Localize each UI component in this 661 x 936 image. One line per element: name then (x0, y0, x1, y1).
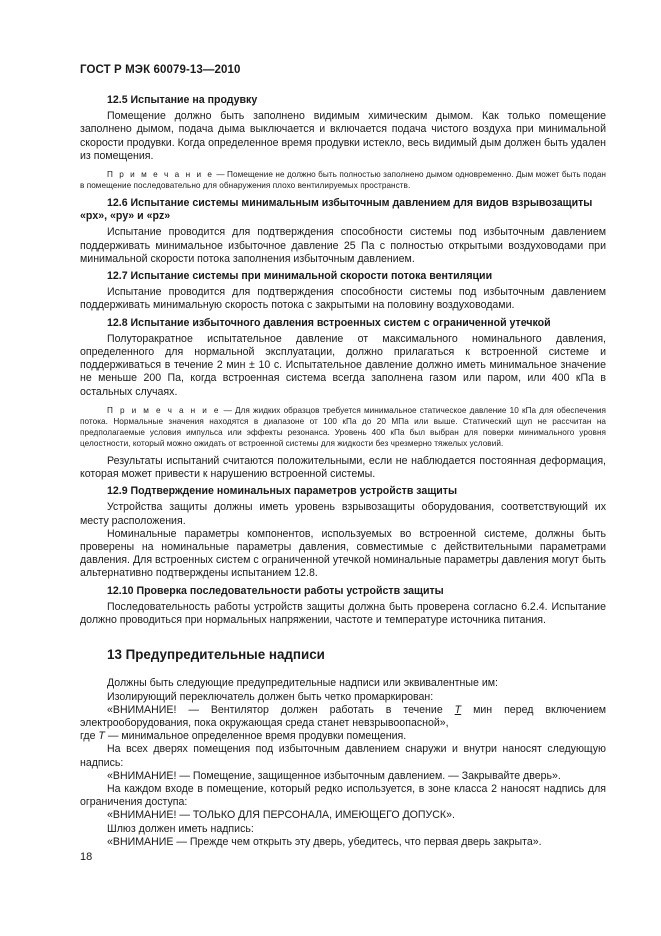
section-12-9-heading: 12.9 Подтверждение номинальных параметров устройств защиты (107, 485, 458, 498)
document-header: ГОСТ Р МЭК 60079-13—2010 (80, 64, 241, 76)
section-13-line-1: Должны быть следующие предупредительные надписи или эквивалентные им: (107, 677, 498, 690)
section-12-8-note (80, 405, 606, 449)
section-12-7-heading: 12.7 Испытание системы при минимальной скорости потока вентиляции (107, 270, 493, 283)
section-12-8-paragraph-2: Результаты испытаний считаются положительными, если не наблюдается постоянная деформация, которая может привести к нарушению встроенной системы. (80, 454, 606, 481)
section-12-5-note (80, 169, 606, 191)
section-12-10-paragraph: Последовательность работы устройств защиты должна быть проверена согласно 6.2.4. Испытание должно проводиться при нормальных напряжении, частоте и температуре источника питания. (80, 600, 606, 627)
section-13-line-5: На всех дверях помещения под избыточным давлением снаружи и внутри наносят следующую надпись: (80, 743, 606, 769)
section-12-7-paragraph: Испытание проводится для подтверждения способности системы под избыточным давлением поддерживать минимальную скорость потока с закрытыми на половину воздуховодами. (80, 286, 606, 312)
section-13-line-8: «ВНИМАНИЕ! — ТОЛЬКО ДЛЯ ПЕРСОНАЛА, ИМЕЮЩЕГО ДОПУСК». (107, 809, 455, 822)
section-13-line-6: «ВНИМАНИЕ! — Помещение, защищенное избыточным давлением. — Закрывайте дверь». (107, 769, 561, 782)
where-text: где (80, 730, 99, 743)
page-number: 18 (80, 851, 93, 863)
section-12-9-paragraph-2: Номинальные параметры компонентов, используемых во встроенной системе, должны быть проверены на номинальные параметры давления, совместимые с действительными параметрами давления. Для встроенных систем с ограниченной утечкой номинальные параметры давления могут быть альтернативно подтверждены испытанием 12.8. (80, 527, 606, 580)
section-12-10-heading: 12.10 Проверка последовательности работы устройств защиты (107, 584, 444, 597)
warning-text: «ВНИМАНИЕ! — Вентилятор должен работать в течение (107, 703, 455, 716)
note-text: — Для жидких образцов требуется минимальное статическое давление 10 кПа для обеспечения потока. Нормальные значения находятся в диапазоне от 100 кПа до 20 МПа или выше. Статический щуп не рассчитан на предполагаемые условия импульса или эффекты резонанса. Уровень 400 кПа был выбран для поверки минимального уровня целостности, который можно ожидать от встроенной системы для жидкости без чрезмерно тяжелых условий. (80, 405, 606, 448)
section-12-8-heading: 12.8 Испытание избыточного давления встроенных систем с ограниченной утечкой (107, 316, 551, 329)
warning-text-cont: мин перед включением электрооборудования, пока окружающая среда станет невзрывоопасной», (80, 703, 606, 729)
document-body (80, 94, 606, 849)
note-label: П р и м е ч а н и е (107, 170, 214, 180)
section-13-line-2: Изолирующий переключатель должен быть четко промаркирован: (107, 690, 434, 703)
section-13-heading: 13 Предупредительные надписи (107, 647, 325, 663)
section-12-8-paragraph: Полуторакратное испытательное давление от максимального номинального давления, определенного для нормальной эксплуатации, должно прилагаться к встроенной системе и поддерживаться в течение 2 мин ± 10 с. Испытательное давление должно иметь минимальное значение не меньше 200 Па, когда встроенная система всегда заполнена газом или паром, или 400 кПа в остальных случаях. (80, 332, 606, 398)
section-13-line-10: «ВНИМАНИЕ — Прежде чем открыть эту дверь, убедитесь, что первая дверь закрыта». (107, 835, 542, 848)
section-12-6-heading-line2: «px», «py» и «pz» (80, 210, 171, 223)
variable-t: T (454, 703, 462, 716)
variable-t: T (98, 730, 105, 743)
section-12-6-heading-line1: 12.6 Испытание системы минимальным избыточным давлением для видов взрывозащиты (107, 197, 593, 210)
note-label: П р и м е ч а н и е (107, 405, 221, 415)
section-13-line-7: На каждом входе в помещение, который редко используется, в зоне класса 2 наносят надпись для ограничения доступа: (80, 782, 606, 809)
section-13-line-4 (80, 730, 606, 743)
section-13-line-9: Шлюз должен иметь надпись: (107, 822, 254, 835)
section-13-line-3 (80, 704, 606, 730)
section-12-6-paragraph: Испытание проводится для подтверждения способности системы под избыточным давлением поддерживать минимальное избыточное давление 25 Па с полностью открытыми воздуховодами при минимальной скорости потока заполнения избыточным давлением. (80, 226, 606, 265)
section-12-5-heading: 12.5 Испытание на продувку (107, 94, 258, 106)
section-12-9-paragraph: Устройства защиты должны иметь уровень взрывозащиты оборудования, соответствующий их месту расположения. (80, 501, 606, 527)
note-text: — Помещение не должно быть полностью заполнено дымом одновременно. Дым может быть подан в помещение последовательно для обнаружения плохо вентилируемых пространств. (80, 170, 606, 191)
section-12-5-paragraph: Помещение должно быть заполнено видимым химическим дымом. Как только помещение заполнено дымом, подача дыма выключается и включается подача чистого воздуха при минимальной скорости продувки. Когда определенное время продувки истекло, весь видимый дым должен быть удален из помещения. (80, 110, 606, 162)
where-text-cont: — минимальное определенное время продувки помещения. (104, 730, 407, 743)
